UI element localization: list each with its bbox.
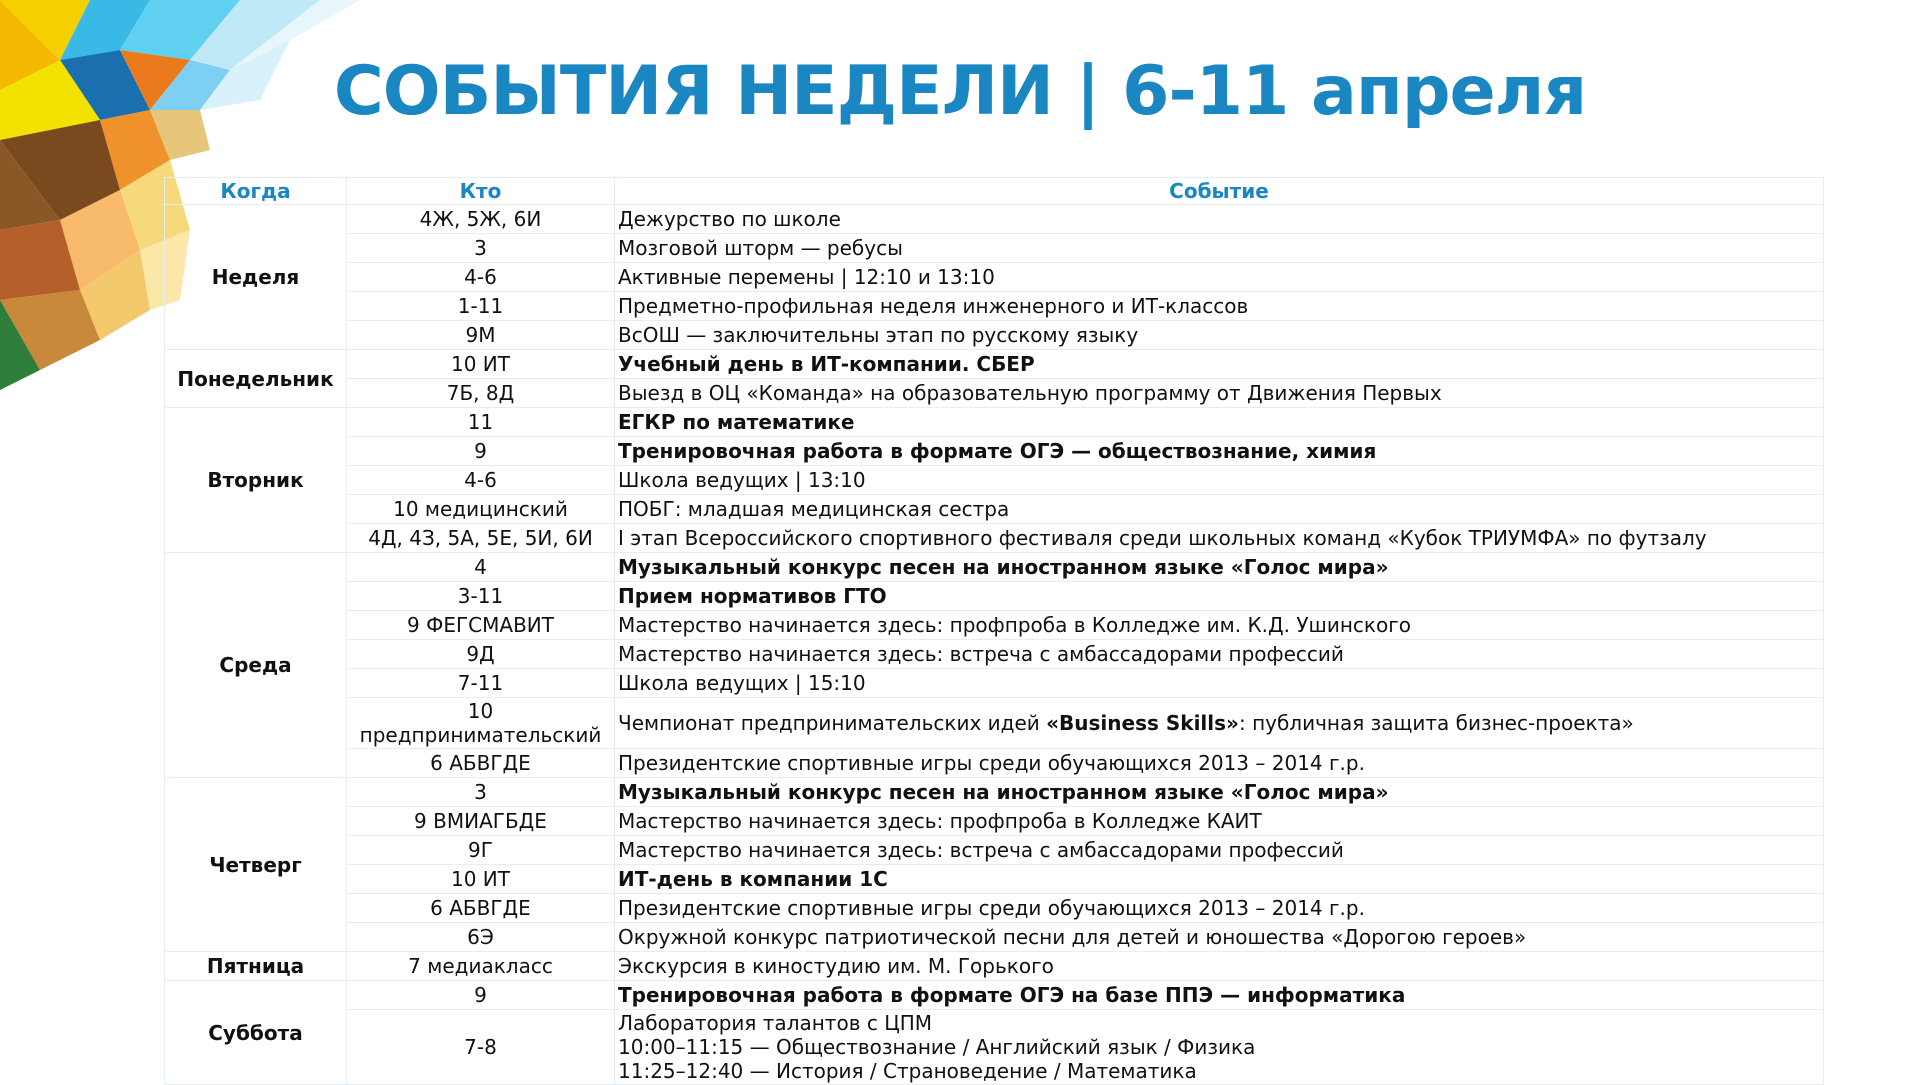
event-text: : публичная защита бизнес-проекта»: [1238, 711, 1634, 735]
table-row: [165, 263, 1824, 292]
event-cell: Экскурсия в киностудию им. М. Горького: [615, 952, 1824, 981]
event-cell: Школа ведущих | 13:10: [615, 466, 1824, 495]
event-cell: Прием нормативов ГТО: [615, 582, 1824, 611]
who-cell: 9: [347, 437, 615, 466]
event-text-bold: «Business Skills»: [1046, 711, 1239, 735]
who-cell: 3: [347, 778, 615, 807]
event-cell: Тренировочная работа в формате ОГЭ на базе ППЭ — информатика: [615, 981, 1824, 1010]
who-cell: 7Б, 8Д: [347, 379, 615, 408]
event-cell: Тренировочная работа в формате ОГЭ — обществознание, химия: [615, 437, 1824, 466]
who-cell: 7 медиакласс: [347, 952, 615, 981]
table-row: [165, 669, 1824, 698]
table-row: [165, 582, 1824, 611]
day-cell-friday: Пятница: [165, 952, 347, 981]
schedule-table-container: [164, 177, 1824, 1085]
event-cell: [615, 698, 1824, 749]
schedule-table: [164, 177, 1824, 1085]
who-cell: 3-11: [347, 582, 615, 611]
table-row: [165, 836, 1824, 865]
day-cell-saturday: Суббота: [165, 981, 347, 1085]
day-cell-wednesday: Среда: [165, 553, 347, 778]
column-header-when: Когда: [165, 178, 347, 205]
who-cell: 9 ВМИАГБДЕ: [347, 807, 615, 836]
event-cell: Дежурство по школе: [615, 205, 1824, 234]
who-line: 10: [467, 699, 494, 723]
table-row: [165, 379, 1824, 408]
who-cell: 9 ФЕГСМАВИТ: [347, 611, 615, 640]
table-row: [165, 611, 1824, 640]
table-row: [165, 1010, 1824, 1085]
table-row: [165, 981, 1824, 1010]
table-row: [165, 698, 1824, 749]
table-row: [165, 321, 1824, 350]
who-cell: 4: [347, 553, 615, 582]
table-row: [165, 865, 1824, 894]
who-cell: 9: [347, 981, 615, 1010]
table-row: [165, 350, 1824, 379]
who-line: предпринимательский: [359, 723, 602, 747]
event-cell: Мозговой шторм — ребусы: [615, 234, 1824, 263]
event-cell: Мастерство начинается здесь: профпроба в Колледже КАИТ: [615, 807, 1824, 836]
column-header-event: Событие: [615, 178, 1824, 205]
who-cell: 4Ж, 5Ж, 6И: [347, 205, 615, 234]
table-row: [165, 466, 1824, 495]
table-row: [165, 894, 1824, 923]
who-cell: 4-6: [347, 263, 615, 292]
event-cell: ЕГКР по математике: [615, 408, 1824, 437]
event-cell: ПОБГ: младшая медицинская сестра: [615, 495, 1824, 524]
who-cell: 6 АБВГДЕ: [347, 894, 615, 923]
who-cell: 9М: [347, 321, 615, 350]
table-row: [165, 952, 1824, 981]
table-header-row: [165, 178, 1824, 205]
who-cell: 10 ИТ: [347, 865, 615, 894]
day-cell-thursday: Четверг: [165, 778, 347, 952]
who-cell: 7-8: [347, 1010, 615, 1085]
table-row: [165, 408, 1824, 437]
day-cell-monday: Понедельник: [165, 350, 347, 408]
who-cell: 10 медицинский: [347, 495, 615, 524]
table-row: [165, 749, 1824, 778]
page-title: СОБЫТИЯ НЕДЕЛИ | 6-11 апреля: [333, 52, 1587, 131]
who-cell: 6 АБВГДЕ: [347, 749, 615, 778]
who-cell: [347, 698, 615, 749]
event-text: Чемпионат предпринимательских идей: [618, 711, 1047, 735]
event-cell: Мастерство начинается здесь: встреча с амбассадорами профессий: [615, 836, 1824, 865]
event-cell: Предметно-профильная неделя инженерного и ИТ-классов: [615, 292, 1824, 321]
who-cell: 10 ИТ: [347, 350, 615, 379]
event-line: 10:00–11:15 — Обществознание / Английский язык / Физика: [618, 1035, 1256, 1059]
event-line: 11:25–12:40 — История / Страноведение / Математика: [618, 1059, 1197, 1083]
event-cell: Активные перемены | 12:10 и 13:10: [615, 263, 1824, 292]
event-cell: Школа ведущих | 15:10: [615, 669, 1824, 698]
day-cell-week: Неделя: [165, 205, 347, 350]
event-cell: Музыкальный конкурс песен на иностранном языке «Голос мира»: [615, 553, 1824, 582]
who-cell: 1-11: [347, 292, 615, 321]
table-row: [165, 807, 1824, 836]
event-cell: Музыкальный конкурс песен на иностранном языке «Голос мира»: [615, 778, 1824, 807]
column-header-who: Кто: [347, 178, 615, 205]
event-cell: ИТ-день в компании 1С: [615, 865, 1824, 894]
who-cell: 4Д, 4З, 5А, 5Е, 5И, 6И: [347, 524, 615, 553]
table-row: [165, 234, 1824, 263]
table-row: [165, 495, 1824, 524]
who-cell: 11: [347, 408, 615, 437]
table-row: [165, 205, 1824, 234]
event-cell: Окружной конкурс патриотической песни для детей и юношества «Дорогою героев»: [615, 923, 1824, 952]
who-cell: 7-11: [347, 669, 615, 698]
event-cell: Мастерство начинается здесь: встреча с амбассадорами профессий: [615, 640, 1824, 669]
who-cell: 9Д: [347, 640, 615, 669]
event-cell: I этап Всероссийского спортивного фестиваля среди школьных команд «Кубок ТРИУМФА» по футзалу: [615, 524, 1824, 553]
event-cell: [615, 1010, 1824, 1085]
event-cell: ВсОШ — заключительны этап по русскому языку: [615, 321, 1824, 350]
event-cell: Президентские спортивные игры среди обучающихся 2013 – 2014 г.р.: [615, 894, 1824, 923]
event-cell: Президентские спортивные игры среди обучающихся 2013 – 2014 г.р.: [615, 749, 1824, 778]
who-cell: 6Э: [347, 923, 615, 952]
table-row: [165, 437, 1824, 466]
table-row: [165, 524, 1824, 553]
table-row: [165, 778, 1824, 807]
event-line: Лаборатория талантов с ЦПМ: [618, 1011, 933, 1035]
event-cell: Выезд в ОЦ «Команда» на образовательную программу от Движения Первых: [615, 379, 1824, 408]
day-cell-tuesday: Вторник: [165, 408, 347, 553]
table-row: [165, 923, 1824, 952]
event-cell: Учебный день в ИТ-компании. СБЕР: [615, 350, 1824, 379]
who-cell: 9Г: [347, 836, 615, 865]
table-row: [165, 640, 1824, 669]
table-row: [165, 292, 1824, 321]
who-cell: 4-6: [347, 466, 615, 495]
event-cell: Мастерство начинается здесь: профпроба в Колледже им. К.Д. Ушинского: [615, 611, 1824, 640]
who-cell: 3: [347, 234, 615, 263]
table-row: [165, 553, 1824, 582]
